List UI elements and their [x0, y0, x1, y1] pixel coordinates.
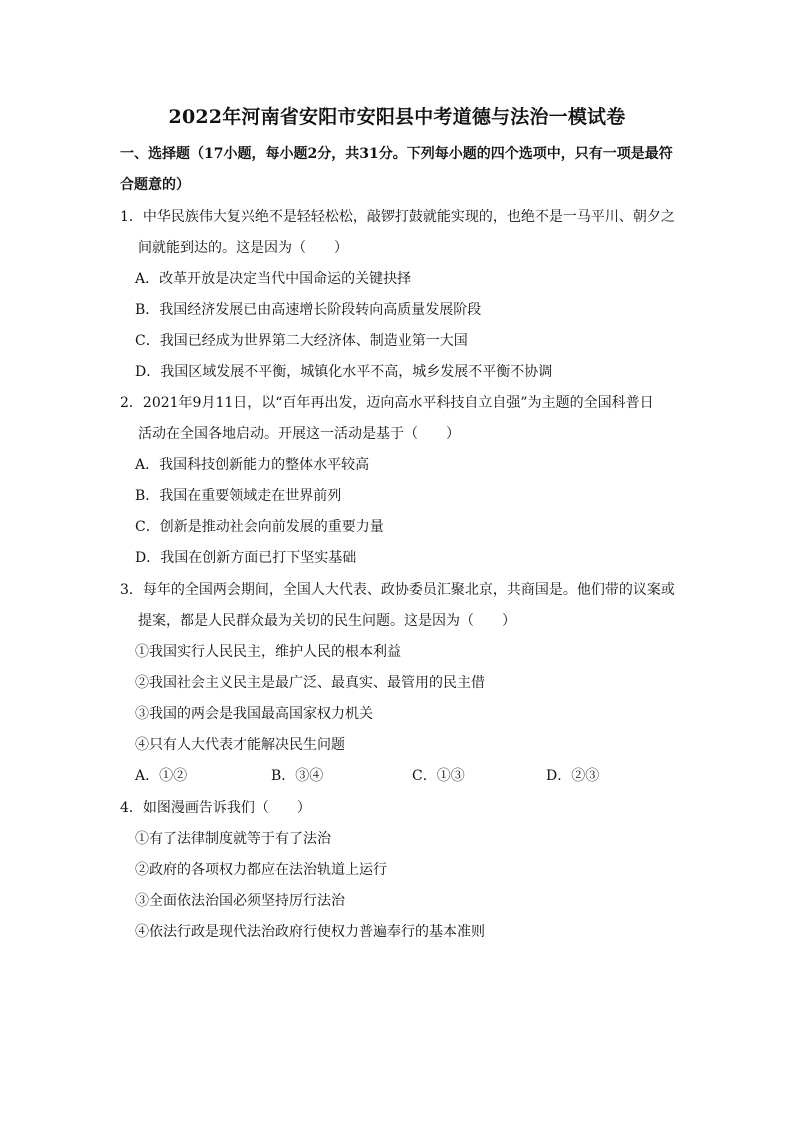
question-1-option-d: D．我国区域发展不平衡，城镇化水平不高，城乡发展不平衡不协调: [135, 364, 553, 380]
question-4-statement-3: ③全面依法治国必须坚持厉行法治: [135, 893, 345, 909]
question-3-statement-2: ②我国社会主义民主是最广泛、最真实、最管用的民主借: [135, 675, 485, 691]
question-4-statement-2: ②政府的各项权力都应在法治轨道上运行: [135, 862, 387, 878]
question-4-stem: 4．如图漫画告诉我们（ ）: [120, 800, 311, 816]
question-1-stem: 1．中华民族伟大复兴绝不是轻轻松松，敲锣打鼓就能实现的，也绝不是一马平川、朝夕之: [120, 209, 675, 225]
question-2-option-d: D．我国在创新方面已打下坚实基础: [135, 550, 357, 566]
question-2-option-b: B．我国在重要领域走在世界前列: [135, 488, 342, 504]
question-3-stem-continued: 提案，都是人民群众最为关切的民生问题。这是因为（ ）: [138, 613, 516, 629]
question-3-choice-a: A．①②: [135, 768, 188, 784]
question-3-choice-d: D．②③: [546, 768, 600, 784]
question-1-option-a: A．改革开放是决定当代中国命运的关键抉择: [135, 271, 412, 287]
section-heading-line-1: 一、选择题（17小题，每小题2分，共31分。下列每小题的四个选项中，只有一项是最符: [120, 146, 673, 162]
question-3-choice-c: C．①③: [412, 768, 465, 784]
question-3-statement-1: ①我国实行人民民主，维护人民的根本利益: [135, 644, 401, 660]
question-3-statement-4: ④只有人大代表才能解决民生问题: [135, 737, 345, 753]
exam-title: 2022年河南省安阳市安阳县中考道德与法治一模试卷: [168, 106, 626, 128]
question-2-option-a: A．我国科技创新能力的整体水平较高: [135, 457, 370, 473]
question-2-stem-continued: 活动在全国各地启动。开展这一活动是基于（ ）: [138, 426, 460, 442]
question-3-choices: [135, 766, 695, 786]
section-heading: [120, 139, 680, 201]
question-3-statement-3: ③我国的两会是我国最高国家权力机关: [135, 706, 373, 722]
question-2-option-c: C．创新是推动社会向前发展的重要力量: [135, 519, 384, 535]
question-1-stem-continued: 间就能到达的。这是因为（ ）: [138, 240, 348, 256]
question-4-statement-4: ④依法行政是现代法治政府行使权力普遍奉行的基本准则: [135, 924, 485, 940]
question-3-choice-b: B．③④: [271, 768, 324, 784]
question-1-option-c: C．我国已经成为世界第二大经济体、制造业第一大国: [135, 333, 468, 349]
question-2-stem: 2．2021年9月11日，以“百年再出发，迈向高水平科技自立自强”为主题的全国科普日: [120, 395, 654, 411]
question-4-statement-1: ①有了法律制度就等于有了法治: [135, 831, 331, 847]
question-3-stem: 3．每年的全国两会期间，全国人大代表、政协委员汇聚北京，共商国是。他们带的议案或: [120, 582, 675, 598]
question-1-option-b: B．我国经济发展已由高速增长阶段转向高质量发展阶段: [135, 302, 482, 318]
section-heading-line-2: 合题意的）: [120, 177, 190, 193]
